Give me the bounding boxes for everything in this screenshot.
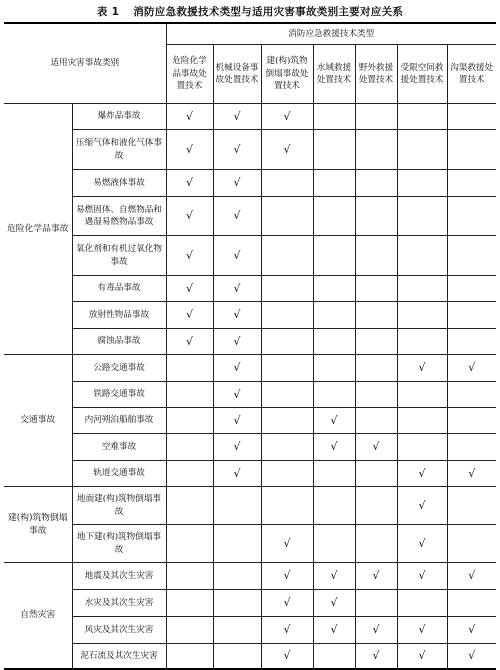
subcategory-label: 轨道交通事故 xyxy=(93,468,145,479)
tech-header-cell xyxy=(166,45,213,104)
check-cell xyxy=(447,197,496,236)
tech-header-label: 危险化学品事故处置技术 xyxy=(172,56,207,92)
check-cell xyxy=(213,408,261,434)
check-mark-icon: √ xyxy=(186,209,194,223)
check-cell xyxy=(213,302,261,329)
check-cell xyxy=(213,170,261,197)
table-row xyxy=(4,302,496,329)
check-cell xyxy=(166,104,213,130)
subcategory-label: 泥石流及其次生灾害 xyxy=(80,650,158,661)
table-title: 消防应急救援技术类型与适用灾害事故类别主要对应关系 xyxy=(133,6,404,18)
tech-header-label: 受限空间救援处置技术 xyxy=(400,62,444,85)
check-mark-icon: √ xyxy=(330,596,338,610)
check-cell xyxy=(166,644,213,670)
subcategory-label: 放射性物品事故 xyxy=(88,309,150,320)
check-mark-icon: √ xyxy=(372,569,380,583)
tech-header-cell xyxy=(447,45,496,104)
check-cell xyxy=(447,525,496,563)
table-row xyxy=(4,382,496,408)
check-cell xyxy=(261,408,313,434)
subcategory-cell xyxy=(72,563,166,590)
check-cell xyxy=(166,590,213,617)
category-cell xyxy=(4,487,72,563)
check-cell xyxy=(313,461,355,487)
subcategory-label: 有毒品事故 xyxy=(97,283,141,294)
check-mark-icon: √ xyxy=(233,334,241,348)
category-label: 自然灾害 xyxy=(20,610,56,621)
check-mark-icon: √ xyxy=(468,569,476,583)
check-cell xyxy=(397,276,447,302)
check-mark-icon: √ xyxy=(372,440,380,454)
check-mark-icon: √ xyxy=(233,466,241,480)
check-cell xyxy=(355,461,397,487)
check-cell xyxy=(447,434,496,461)
check-cell xyxy=(397,644,447,670)
check-cell xyxy=(213,329,261,355)
table-row xyxy=(4,461,496,487)
subcategory-cell xyxy=(72,276,166,302)
check-mark-icon: √ xyxy=(418,361,426,375)
subcategory-label: 公路交通事故 xyxy=(93,362,145,373)
check-cell xyxy=(166,434,213,461)
table-row xyxy=(4,236,496,276)
check-mark-icon: √ xyxy=(283,623,291,637)
check-cell xyxy=(313,434,355,461)
check-cell xyxy=(397,487,447,525)
subcategory-label: 地面建(构)筑物倒塌事故 xyxy=(76,494,162,517)
tech-header-label: 野外救援处置技术 xyxy=(358,62,394,85)
check-cell xyxy=(261,461,313,487)
check-cell xyxy=(261,434,313,461)
check-cell xyxy=(447,329,496,355)
table-row xyxy=(4,104,496,130)
table-row xyxy=(4,487,496,525)
check-cell xyxy=(313,355,355,382)
subcategory-label: 地下建(构)筑物倒塌事故 xyxy=(76,532,162,555)
check-cell xyxy=(313,130,355,170)
category-label: 建(构)筑物倒塌事故 xyxy=(7,512,68,536)
table-row xyxy=(4,197,496,236)
tech-header-cell xyxy=(355,45,397,104)
tech-category-table xyxy=(4,22,496,670)
check-cell xyxy=(213,355,261,382)
table-body xyxy=(4,104,496,670)
tech-header-label: 沟渠救援处置技术 xyxy=(450,62,494,85)
check-cell xyxy=(261,302,313,329)
check-cell xyxy=(313,563,355,590)
check-mark-icon: √ xyxy=(233,413,241,427)
check-cell xyxy=(166,329,213,355)
check-mark-icon: √ xyxy=(233,209,241,223)
category-cell xyxy=(4,104,72,355)
category-label: 交通事故 xyxy=(20,415,56,426)
subcategory-label: 铁路交通事故 xyxy=(93,389,145,400)
check-mark-icon: √ xyxy=(186,308,194,322)
subcategory-cell xyxy=(72,104,166,130)
check-cell xyxy=(355,170,397,197)
table-row xyxy=(4,276,496,302)
check-mark-icon: √ xyxy=(468,361,476,375)
check-cell xyxy=(261,525,313,563)
check-cell xyxy=(355,276,397,302)
check-cell xyxy=(213,236,261,276)
table-row xyxy=(4,434,496,461)
check-cell xyxy=(355,525,397,563)
check-cell xyxy=(355,104,397,130)
check-cell xyxy=(166,563,213,590)
subcategory-cell xyxy=(72,302,166,329)
subcategory-label: 氧化剂和有机过氧化物事故 xyxy=(76,244,162,267)
check-mark-icon: √ xyxy=(283,109,291,123)
check-mark-icon: √ xyxy=(418,569,426,583)
check-mark-icon: √ xyxy=(372,649,380,663)
tech-header-cell xyxy=(213,45,261,104)
check-cell xyxy=(261,644,313,670)
check-mark-icon: √ xyxy=(418,466,426,480)
subcategory-cell xyxy=(72,617,166,644)
table-row xyxy=(4,170,496,197)
check-cell xyxy=(397,302,447,329)
check-mark-icon: √ xyxy=(330,440,338,454)
check-cell xyxy=(355,130,397,170)
check-mark-icon: √ xyxy=(418,649,426,663)
check-mark-icon: √ xyxy=(330,623,338,637)
check-mark-icon: √ xyxy=(418,536,426,550)
subcategory-label: 易燃液体事故 xyxy=(93,177,145,188)
subcategory-cell xyxy=(72,408,166,434)
check-cell xyxy=(261,104,313,130)
subcategory-cell xyxy=(72,355,166,382)
check-cell xyxy=(313,302,355,329)
check-cell xyxy=(397,434,447,461)
subcategory-label: 风灾及其次生灾害 xyxy=(84,624,154,635)
check-cell xyxy=(166,197,213,236)
check-cell xyxy=(447,355,496,382)
check-mark-icon: √ xyxy=(233,440,241,454)
tech-header-cell xyxy=(313,45,355,104)
check-cell xyxy=(213,563,261,590)
table-caption xyxy=(0,4,500,19)
table-row xyxy=(4,525,496,563)
check-cell xyxy=(261,382,313,408)
check-mark-icon: √ xyxy=(283,649,291,663)
check-cell xyxy=(355,329,397,355)
check-cell xyxy=(213,382,261,408)
check-cell xyxy=(166,276,213,302)
check-cell xyxy=(397,382,447,408)
check-cell xyxy=(447,408,496,434)
check-mark-icon: √ xyxy=(418,623,426,637)
check-cell xyxy=(397,236,447,276)
check-cell xyxy=(213,644,261,670)
check-cell xyxy=(447,276,496,302)
check-cell xyxy=(313,382,355,408)
check-cell xyxy=(261,563,313,590)
subcategory-label: 爆炸品事故 xyxy=(97,111,141,122)
subcategory-cell xyxy=(72,329,166,355)
check-cell xyxy=(447,590,496,617)
subcategory-cell xyxy=(72,236,166,276)
check-mark-icon: √ xyxy=(233,308,241,322)
subcategory-label: 内河朔泊船舶事故 xyxy=(84,415,154,426)
check-cell xyxy=(397,197,447,236)
check-cell xyxy=(261,355,313,382)
check-cell xyxy=(397,130,447,170)
check-cell xyxy=(447,236,496,276)
subcategory-cell xyxy=(72,644,166,670)
check-cell xyxy=(397,104,447,130)
table-row xyxy=(4,563,496,590)
check-mark-icon: √ xyxy=(468,466,476,480)
check-mark-icon: √ xyxy=(330,413,338,427)
check-cell xyxy=(313,236,355,276)
group-label: 消防应急救援技术类型 xyxy=(288,28,375,39)
check-mark-icon: √ xyxy=(283,596,291,610)
check-cell xyxy=(355,302,397,329)
check-cell xyxy=(397,525,447,563)
check-mark-icon: √ xyxy=(186,248,194,262)
check-cell xyxy=(447,104,496,130)
tech-header-cell xyxy=(397,45,447,104)
check-cell xyxy=(355,408,397,434)
check-cell xyxy=(397,590,447,617)
check-cell xyxy=(313,197,355,236)
check-mark-icon: √ xyxy=(233,248,241,262)
subcategory-cell xyxy=(72,197,166,236)
check-cell xyxy=(261,487,313,525)
check-cell xyxy=(166,236,213,276)
check-cell xyxy=(261,236,313,276)
check-mark-icon: √ xyxy=(186,176,194,190)
check-cell xyxy=(397,355,447,382)
check-cell xyxy=(397,563,447,590)
tech-header-label: 建(构)筑物倒塌事故处置技术 xyxy=(265,56,309,92)
check-mark-icon: √ xyxy=(186,142,194,156)
check-cell xyxy=(166,170,213,197)
subcategory-label: 空难事故 xyxy=(101,441,137,452)
check-cell xyxy=(313,590,355,617)
check-cell xyxy=(213,434,261,461)
table-number: 表 1 xyxy=(96,6,120,18)
check-cell xyxy=(213,487,261,525)
check-cell xyxy=(213,276,261,302)
check-cell xyxy=(261,197,313,236)
check-cell xyxy=(166,487,213,525)
check-cell xyxy=(213,461,261,487)
check-cell xyxy=(397,329,447,355)
check-cell xyxy=(213,617,261,644)
check-mark-icon: √ xyxy=(233,142,241,156)
check-cell xyxy=(313,408,355,434)
check-cell xyxy=(166,461,213,487)
check-cell xyxy=(397,617,447,644)
corner-label: 适用灾害事故类别 xyxy=(50,58,120,69)
check-cell xyxy=(447,644,496,670)
subcategory-label: 腐蚀品事故 xyxy=(97,336,141,347)
check-cell xyxy=(313,104,355,130)
category-label: 危险化学品事故 xyxy=(6,223,69,234)
check-cell xyxy=(261,170,313,197)
check-cell xyxy=(261,590,313,617)
tech-header-cell xyxy=(261,45,313,104)
subcategory-cell xyxy=(72,434,166,461)
subcategory-cell xyxy=(72,590,166,617)
check-mark-icon: √ xyxy=(468,623,476,637)
category-cell xyxy=(4,563,72,670)
check-cell xyxy=(355,382,397,408)
check-cell xyxy=(447,382,496,408)
check-cell xyxy=(313,525,355,563)
check-mark-icon: √ xyxy=(418,498,426,512)
check-cell xyxy=(355,563,397,590)
check-cell xyxy=(355,644,397,670)
check-cell xyxy=(166,525,213,563)
check-cell xyxy=(447,487,496,525)
subcategory-label: 易燃固体、自燃物品和遇湿易燃物品事故 xyxy=(76,204,162,227)
check-cell xyxy=(166,355,213,382)
check-cell xyxy=(355,236,397,276)
subcategory-cell xyxy=(72,130,166,170)
subcategory-cell xyxy=(72,170,166,197)
check-cell xyxy=(213,525,261,563)
check-mark-icon: √ xyxy=(283,536,291,550)
check-mark-icon: √ xyxy=(233,176,241,190)
check-mark-icon: √ xyxy=(372,623,380,637)
check-cell xyxy=(447,461,496,487)
check-cell xyxy=(166,617,213,644)
check-cell xyxy=(166,130,213,170)
tech-header-label: 水域救援处置技术 xyxy=(316,62,352,85)
check-cell xyxy=(313,644,355,670)
corner-header-cell xyxy=(4,23,166,104)
table-row xyxy=(4,355,496,382)
check-cell xyxy=(447,130,496,170)
check-cell xyxy=(447,617,496,644)
check-mark-icon: √ xyxy=(233,361,241,375)
check-cell xyxy=(261,617,313,644)
category-cell xyxy=(4,355,72,487)
check-mark-icon: √ xyxy=(233,387,241,401)
subcategory-cell xyxy=(72,382,166,408)
check-cell xyxy=(313,329,355,355)
table-row xyxy=(4,590,496,617)
subcategory-cell xyxy=(72,487,166,525)
check-cell xyxy=(313,487,355,525)
subcategory-label: 水灾及其次生灾害 xyxy=(84,597,154,608)
check-mark-icon: √ xyxy=(233,109,241,123)
table-row xyxy=(4,408,496,434)
check-mark-icon: √ xyxy=(186,109,194,123)
check-mark-icon: √ xyxy=(283,569,291,583)
check-cell xyxy=(355,434,397,461)
check-cell xyxy=(213,197,261,236)
check-cell xyxy=(213,104,261,130)
check-cell xyxy=(261,130,313,170)
subcategory-label: 压缩气体和液化气体事故 xyxy=(76,138,162,161)
check-cell xyxy=(313,170,355,197)
check-cell xyxy=(166,302,213,329)
check-cell xyxy=(397,461,447,487)
subcategory-cell xyxy=(72,525,166,563)
table-row xyxy=(4,130,496,170)
check-cell xyxy=(355,617,397,644)
check-mark-icon: √ xyxy=(283,142,291,156)
check-cell xyxy=(355,590,397,617)
check-mark-icon: √ xyxy=(233,281,241,295)
table-row xyxy=(4,644,496,670)
check-cell xyxy=(213,590,261,617)
check-cell xyxy=(261,329,313,355)
check-cell xyxy=(261,276,313,302)
check-cell xyxy=(397,170,447,197)
table-row xyxy=(4,617,496,644)
check-cell xyxy=(166,382,213,408)
check-mark-icon: √ xyxy=(468,649,476,663)
check-cell xyxy=(355,355,397,382)
group-header-cell xyxy=(166,23,496,45)
check-cell xyxy=(397,408,447,434)
check-cell xyxy=(355,197,397,236)
check-cell xyxy=(447,302,496,329)
check-cell xyxy=(313,276,355,302)
check-cell xyxy=(313,617,355,644)
table-row xyxy=(4,329,496,355)
tech-header-label: 机械设备事故处置技术 xyxy=(215,62,259,85)
check-mark-icon: √ xyxy=(186,281,194,295)
subcategory-label: 地震及其次生灾害 xyxy=(84,570,154,581)
check-cell xyxy=(447,170,496,197)
check-cell xyxy=(166,408,213,434)
check-mark-icon: √ xyxy=(330,569,338,583)
check-cell xyxy=(355,487,397,525)
subcategory-cell xyxy=(72,461,166,487)
check-cell xyxy=(447,563,496,590)
check-mark-icon: √ xyxy=(186,334,194,348)
check-cell xyxy=(213,130,261,170)
